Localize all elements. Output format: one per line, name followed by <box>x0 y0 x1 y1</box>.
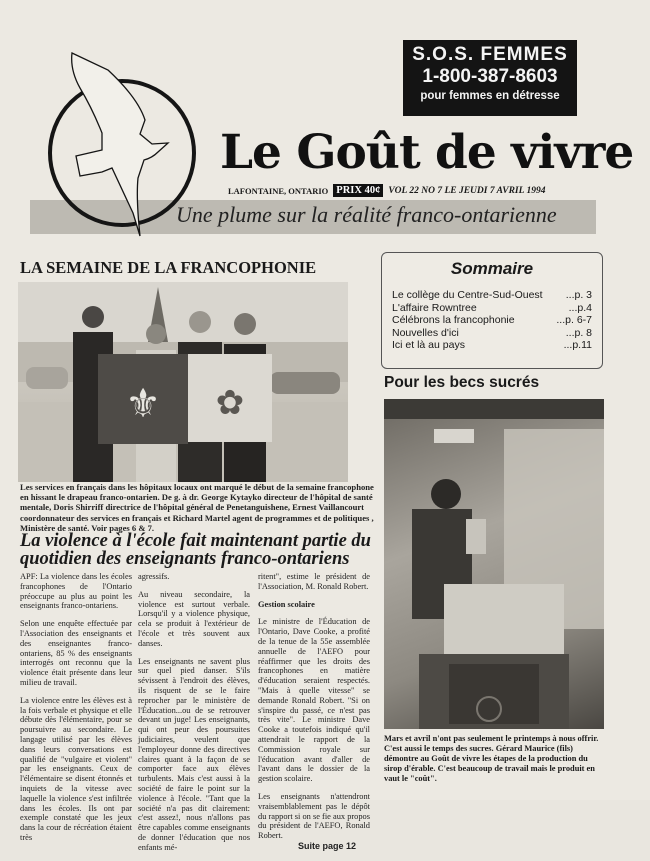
maple-syrup-illustration <box>384 399 604 729</box>
sommaire-item-label: Ici et là au pays <box>392 339 465 351</box>
sommaire-item[interactable] <box>382 289 602 302</box>
continued-link[interactable]: Suite page 12 <box>297 840 356 851</box>
sos-title: S.O.S. FEMMES <box>412 44 568 65</box>
sommaire-item[interactable] <box>382 302 602 315</box>
dateline <box>228 184 545 197</box>
paragraph: La violence entre les élèves est à la fois verbale et physique et elle débute dès l'élémentaire, pour se poursuivre au secondaire. Le langage utilisé par les élèves dans leurs conversations est qualifié de "vulgaire et violent" par les enseignants. Ceux de l'élémentaire se disent étonnés et inquiets de la vitesse avec laquelle la violence s'est infiltrée dans les écoles. Ils ont par exemple constaté que les jeux dans la cour de récréation étaient très <box>20 695 132 842</box>
newspaper-title: Le Goût de vivre <box>220 125 634 180</box>
feature-heading: LA SEMAINE DE LA FRANCOPHONIE <box>20 258 317 277</box>
sidebar-photo-caption: Mars et avril n'ont pas seulement le printemps à nous offrir. C'est aussi le temps des sucres. Gérard Maurice (fils) démontre au Goût de vivre les étapes de la production du sirop d'érable. C'est beaucoup de travail mais le produit en vaut le "coût". <box>384 734 599 783</box>
paragraph: ritent", estime le président de l'Association, M. Ronald Robert. <box>258 572 370 591</box>
svg-text:⚜: ⚜ <box>125 381 161 427</box>
paragraph: Selon une enquête effectuée par l'Association des enseignants et des enseignantes franco-ontariens, 85 % des enseignants interrogés ont reconnu que la violence était présente dans leur milieu de travail. <box>20 619 132 687</box>
issue-info: VOL 22 NO 7 LE JEUDI 7 AVRIL 1994 <box>388 185 546 196</box>
sommaire-item[interactable] <box>382 339 602 352</box>
location: LAFONTAINE, ONTARIO <box>228 185 329 196</box>
sommaire-item-page: ...p. 6-7 <box>556 314 592 326</box>
article-column-1 <box>20 572 132 851</box>
flag-raising-illustration <box>18 282 348 482</box>
paragraph: APF: La violence dans les écoles francophones de l'Ontario préoccupe au plus au point les enseignants franco-ontariens. <box>20 572 132 611</box>
sommaire-item-page: ...p. 3 <box>565 289 592 301</box>
sommaire-item-label: Nouvelles d'ici <box>392 326 459 339</box>
article-subheading: Gestion scolaire <box>258 599 315 609</box>
paragraph: Au niveau secondaire, la violence est surtout verbale. Lorsqu'il y a violence physique, cela se produit à l'extérieur de l'école et très souvent aux danses. <box>138 589 250 648</box>
tagline: Une plume sur la réalité franco-ontarienne <box>176 202 557 227</box>
flag-raising-photo <box>18 282 348 482</box>
sommaire-item-label: L'affaire Rowntree <box>392 301 477 314</box>
sos-femmes-box <box>403 40 577 116</box>
sommaire-item[interactable] <box>382 314 602 327</box>
sommaire-title: Sommaire <box>450 259 534 278</box>
sommaire-item-label: Le collège du Centre-Sud-Ouest <box>392 289 543 301</box>
sommaire-item-page: ...p.4 <box>568 301 592 314</box>
sos-phone-number: 1-800-387-8603 <box>422 66 558 87</box>
paragraph: Le ministre de l'Éducation de l'Ontario, Dave Cooke, a profité de la tenue de la 55e assemblée annuelle de l'AEFO pour réaffirmer que les droits des francophones en matière d'éducation seraient respectés. "Mais à quelle vitesse" se demande Ronald Robert. "Si on s'inspire du passé, ce n'est pas très vite". Le ministre Dave Cooke a toutefois indiqué qu'il attendrait le rapport de la Commission royale sur l'éducation avant d'aller de l'avant dans le dossier de la gestion scolaire. <box>258 617 370 784</box>
paragraph: agressifs. <box>138 572 170 581</box>
article-headline: La violence à l'école fait maintenant partie du quotidien des enseignants franco-ontariens <box>20 531 371 569</box>
sommaire-box <box>381 252 603 369</box>
article-column-3 <box>258 572 370 852</box>
price-badge: PRIX 40¢ <box>333 184 383 197</box>
article-column-2 <box>138 572 250 861</box>
maple-syrup-photo <box>384 399 604 729</box>
sommaire-item-page: ...p. 8 <box>565 326 592 339</box>
sidebar-heading: Pour les becs sucrés <box>384 374 540 391</box>
sommaire-item-label: Célébrons la francophonie <box>392 314 515 326</box>
sommaire-item[interactable] <box>382 327 602 340</box>
sommaire-item-page: ...p.11 <box>563 339 592 351</box>
paragraph: Les enseignants ne savent plus sur quel pied danser. S'ils sévissent à l'endroit des élèves, ils risquent de se le faire reprocher par le ministère de l'Éducation...ou de se retrouver devant un juge! Les enseignants, qui ont peur des poursuites judiciaires, veulent que l'employeur donne des directives claires quant à la façon de se comporter face aux élèves turbulents. Mais c'est aussi à la société de faire le point sur la violence à l'école. "Tant que la société n'a pas dit clairement: c'est assez!, nous n'allons pas être capables comme enseignants de donner l'éducation que nos enfants mé- <box>138 656 250 852</box>
sos-subtitle: pour femmes en détresse <box>420 90 560 102</box>
svg-text:✿: ✿ <box>215 383 245 423</box>
feature-photo-caption: Les services en français dans les hôpitaux locaux ont marqué le début de la semaine francophone en hissant le drapeau franco-ontarien. De g. à dr. George Kytayko directeur de l'hôpital de santé mentale, Doris Shirriff directrice de l'hôpital général de Penetanguishene, Ernest Vaillancourt coordonnateur des services en français et Richard Martel agent de programmes et de politiques , Ministère de santé. Voir pages 6 & 7. <box>20 482 374 533</box>
paragraph: Les enseignants n'attendront vraisemblablement pas le dépôt du rapport si on se fie aux propos du président de l'AEFO, Ronald Robert. <box>258 791 370 841</box>
